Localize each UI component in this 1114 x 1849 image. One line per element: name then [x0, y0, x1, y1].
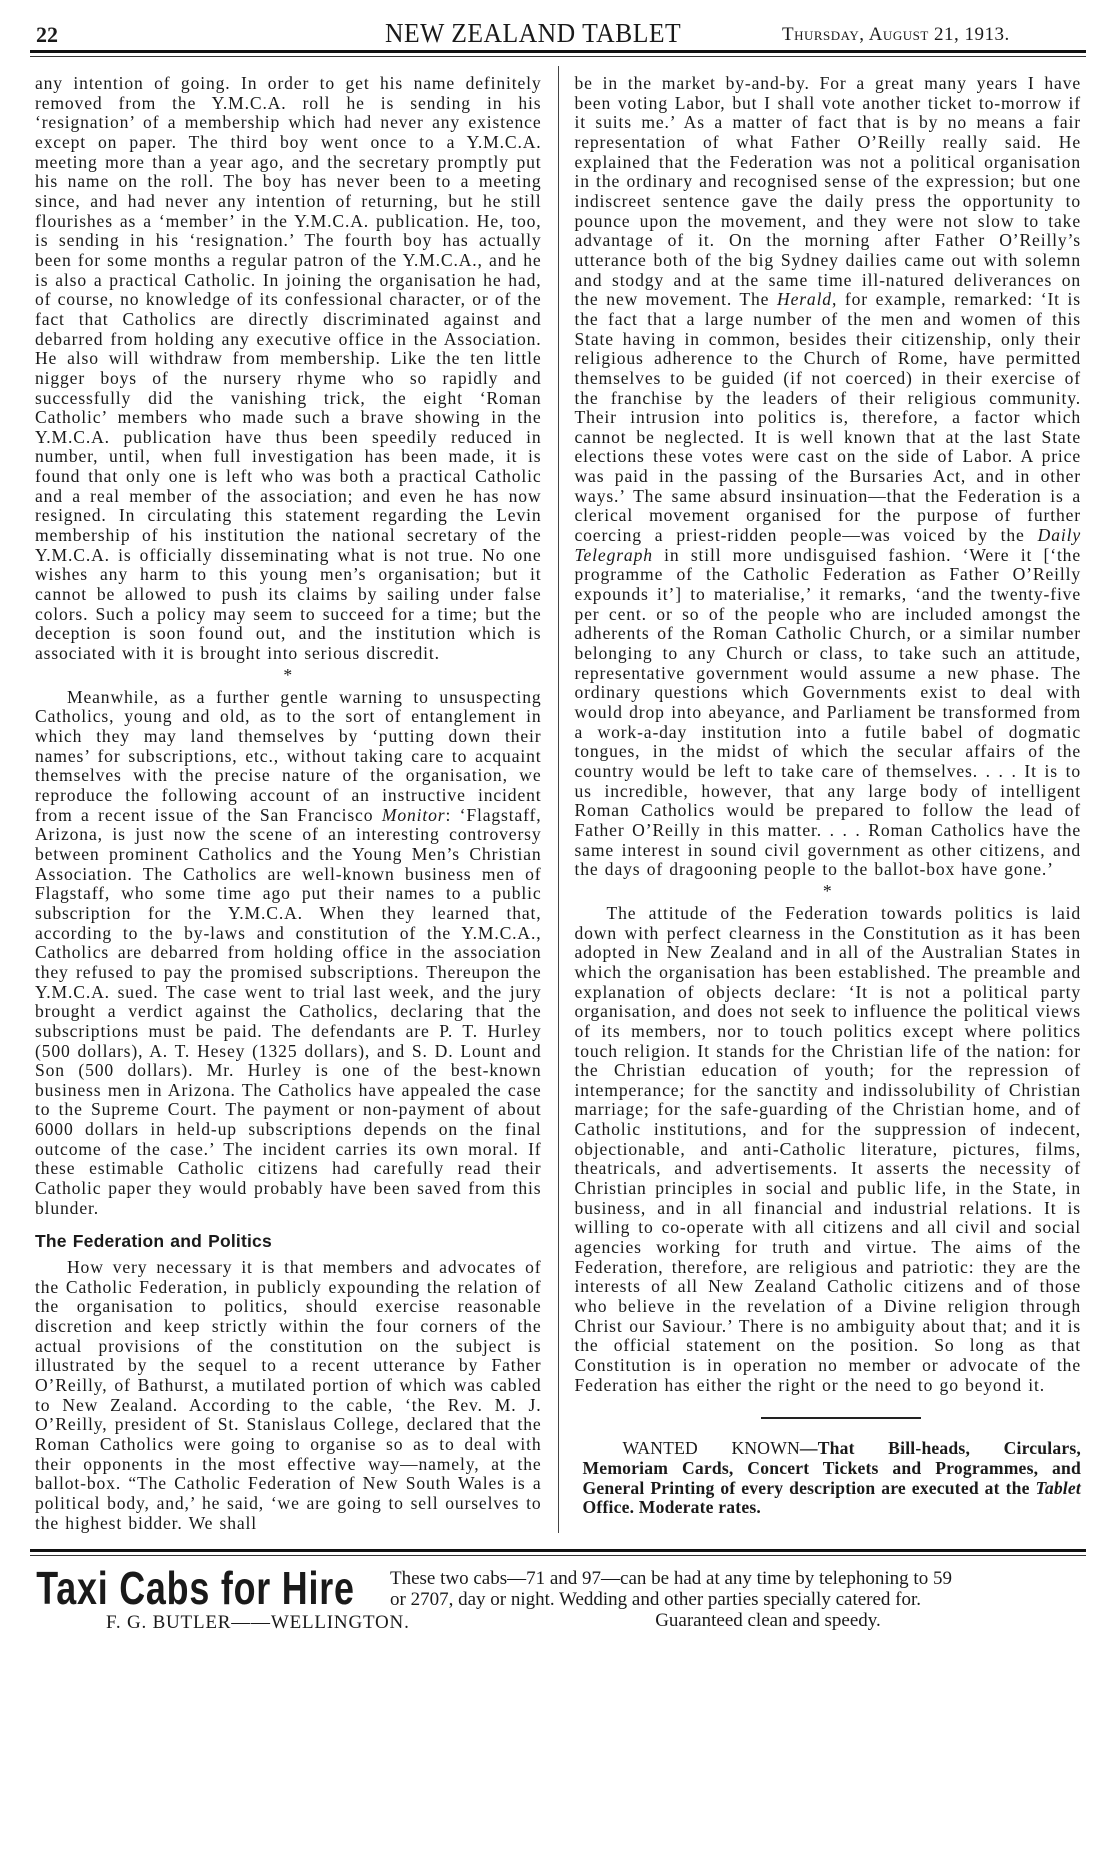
text: Meanwhile, as a further gentle warning to unsuspecting Catholics, young and old, as to the sort of entanglement in which they may land themselves by ‘putting down their names’ for subscriptions, etc., without taking care to acquaint themselves with the precise nature of the organisation, we reproduce the following account of an instructive incident from a recent issue of the San Francisco: [35, 686, 542, 825]
column-divider: [558, 66, 559, 1533]
advert-rule: [30, 1549, 1086, 1552]
publication-name: Monitor: [381, 804, 446, 825]
text: in still more undisguised fashion. ‘Were it [‘the programme of the Catholic Federation as Father O’Reilly expounds it’] to materialise,’ it remarks, ‘and the twenty-five per cent. or so of the people who are included amongst the adherents of the Roman Catholic Church, or a similar number belonging to any Church or class, to take such an attitude, representative government would assume a new phase. The ordinary questions which Governments exist to deal with would drop into abeyance, and Parliament be transformed from a work-a-day institution into a futile babel of dogmatic tongues, in the midst of which the secular affairs of the country would be left to take care of themselves. . . . It is to us incredible, however, that any large body of intelligent Roman Catholics would be prepared to follow the lead of Father O’Reilly in this matter. . . . Roman Catholics have the same interest in sound civil government as other citizens, and the days of dragooning people to the ballot-box have gone.’: [574, 544, 1081, 880]
section-separator: *: [822, 880, 833, 901]
advert-title: Taxi Cabs for Hire: [36, 1562, 355, 1615]
text: , for example, remarked: ‘It is the fact that a large number of the men and women of this State having in common, besides their citizenship, only their religious adherence to the Church of Rome, have permitted themselves to be guided (if not coerced) in their exercise of the franchise by the leaders of their religious community. Their intrusion into politics is, therefore, a factor which cannot be neglected. It is well known that at the last State elections these votes were cast on the side of Labor. A price was paid in the passing of the Bursaries Act, and in other ways.’ The same absurd insinuation—that the Federation is a clerical movement organised for the purpose of further coercing a priest-ridden people—was voiced by the: [574, 289, 1081, 546]
publication-name: Tablet: [1035, 1477, 1081, 1498]
advert-line: These two cabs—71 and 97—can be had at any time by telephoning to 59: [390, 1568, 952, 1590]
printing-notice: [575, 1439, 1082, 1517]
paragraph: [575, 74, 1082, 880]
advert-line: Guaranteed clean and speedy.: [655, 1610, 881, 1632]
text: be in the market by-and-by. For a great many years I have been voting Labor, but I shall vote another ticket to-morrow if it suits me.’ As a matter of fact that is by no means a fair representation of what Father O’Reilly really said. He explained that the Federation was not a political organisation in the ordinary and recognised sense of the expression; but one indiscreet sentence gave the daily press the opportunity to pounce upon the movement, and they were not slow to take advantage of it. On the morning after Father O’Reilly’s utterance both of the big Sydney dailies came out with solemn and stodgy and at the same time ill-natured deliverances on the new movement. The: [574, 73, 1081, 310]
text: Office. Moderate rates.: [582, 1497, 761, 1518]
paragraph: How very necessary it is that members and advocates of the Catholic Federation, in publicly expounding the relation of the organisation to politics, should exercise reasonable discretion and keep strictly within the four corners of the actual provisions of the constitution on the subject is illustrated by the sequel to a recent utterance by Father O’Reilly, of Bathurst, a mutilated portion of which was cabled to New Zealand. According to the cable, ‘the Rev. M. J. O’Reilly, president of St. Stanislaus College, declared that the Roman Catholics were going to organise so as to deal with their opponents in the most effective way—namely, at the ballot-box. “The Catholic Federation of New South Wales is a political body, and,’ he said, ‘we are going to sell ourselves to the highest bidder. We shall: [35, 1257, 542, 1533]
page-number: 22: [36, 22, 58, 47]
advert-firm: F. G. BUTLER——WELLINGTON.: [106, 1612, 410, 1634]
text: —That Bill-heads, Circulars, Memoriam Cards, Concert Tickets and Programmes, and General Printing of every description are executed at the: [582, 1438, 1081, 1498]
taxi-advert: [30, 1549, 1086, 1653]
article-columns: [35, 0, 1081, 1533]
advert-body: [30, 1564, 1086, 1633]
text: : ‘Flagstaff, Arizona, is just now the scene of an interesting controversy between prominent Catholics and the Young Men’s Christian Association. The Catholics are well-known business men of Flagstaff, who some time ago put their names to a public subscription for the Y.M.C.A. When they learned that, according to the by-laws and constitution of the Y.M.C.A., Catholics are debarred from holding office in the association they refused to pay the promised subscriptions. Thereupon the Y.M.C.A. sued. The case went to trial last week, and the jury brought a verdict against the Catholics, declaring that the subscriptions must be paid. The defendants are P. T. Hurley (500 dollars), A. T. Hesey (1325 dollars), and S. D. Lount and Son (500 dollars). Mr. Hurley is one of the best-known business men in Arizona. The Catholics have appealed the case to the Supreme Court. The payment or non-payment of about 6000 dollars in held-up subscriptions depends on the final outcome of the case.’ The incident carries its own moral. If these estimable Catholic citizens had carefully read their Catholic paper they would probably have been saved from this blunder.: [35, 804, 542, 1218]
advert-rule-thin: [30, 1555, 1086, 1556]
paragraph: [35, 688, 542, 1219]
short-rule: [761, 1417, 921, 1419]
issue-date: Thursday, August 21, 1913.: [782, 24, 1010, 45]
section-separator: *: [283, 664, 294, 685]
publication-name: Herald: [777, 289, 832, 310]
column-right: [575, 74, 1082, 1533]
column-left: [35, 74, 542, 1533]
publication-name: Daily Telegraph: [574, 525, 1081, 565]
paragraph: The attitude of the Federation towards politics is laid down with perfect clearness in the Constitution as it has been adopted in New Zealand and in all of the Australian States in which the organisation has been established. The preamble and explanation of objects declare: ‘It is not a political party organisation, and does not seek to influence the political views of its members, nor to touch politics except where politics touch religion. It stands for the Christian life of the nation: for the Christian education of youth; for the repression of intemperance; for the sanctity and indissolubility of Christian marriage; for the safe-guarding of the Christian home, and of Catholic institutions, and for the suppression of indecent, objectionable, and anti-Catholic literature, pictures, films, theatricals, and advertisements. It asserts the necessity of Christian principles in social and public life, in the State, in business, and in all financial and industrial relations. It is willing to co-operate with all citizens and all civil and social agencies working for truth and virtue. The aims of the Federation, therefore, are religious and patriotic: they are the interests of all New Zealand Catholic citizens and of those who believe in the revelation of a Divine religion through Christ our Saviour.’ There is no ambiguity about that; and it is the official statement on the position. So long as that Constitution is in operation no member or advocate of the Federation has either the right or the need to go beyond it.: [574, 902, 1081, 1395]
masthead: NEW ZEALAND TABLET: [385, 18, 682, 48]
notice-lead: WANTED KNOWN: [622, 1438, 800, 1459]
advert-text: [390, 1564, 1086, 1633]
section-heading: The Federation and Politics: [35, 1231, 272, 1252]
paragraph: any intention of going. In order to get his name definitely removed from the Y.M.C.A. roll he is sending in his ‘resignation’ of a membership which had never any existence except on paper. The third boy went once to a Y.M.C.A. meeting more than a year ago, and the secretary promptly put his name on the roll. The boy has never been to a meeting since, and had never any intention of returning, but he still flourishes as a ‘member’ in the Y.M.C.A. publication. He, too, is sending in his ‘resignation.’ The fourth boy has actually been for some months a regular patron of the Y.M.C.A., and he is also a practical Catholic. In joining the organisation he had, of course, no knowledge of its confessional character, or of the fact that Catholics are directly discriminated against and debarred from holding any executive office in the Association. He also will withdraw from membership. Like the ten little nigger boys of the nursery rhyme who so rapidly and successfully did the vanishing trick, the eight ‘Roman Catholic’ members who made such a brave showing in the Y.M.C.A. publication have thus been speedily reduced in number, until, when full investigation has been made, it is found that only one is left who was both a practical Catholic and a real member of the association; and even he has now resigned. In circulating this statement regarding the Levin membership of his institution the national secretary of the Y.M.C.A. is officially disseminating what is not true. No one wishes any harm to this young men’s organisation; but it cannot be allowed to push its claims by sailing under false colors. Such a policy may seem to succeed for a time; but the deception is soon found out, and the institution which is associated with it is brought into serious discredit.: [35, 73, 542, 664]
advert-line: or 2707, day or night. Wedding and other parties specially catered for.: [390, 1589, 922, 1611]
